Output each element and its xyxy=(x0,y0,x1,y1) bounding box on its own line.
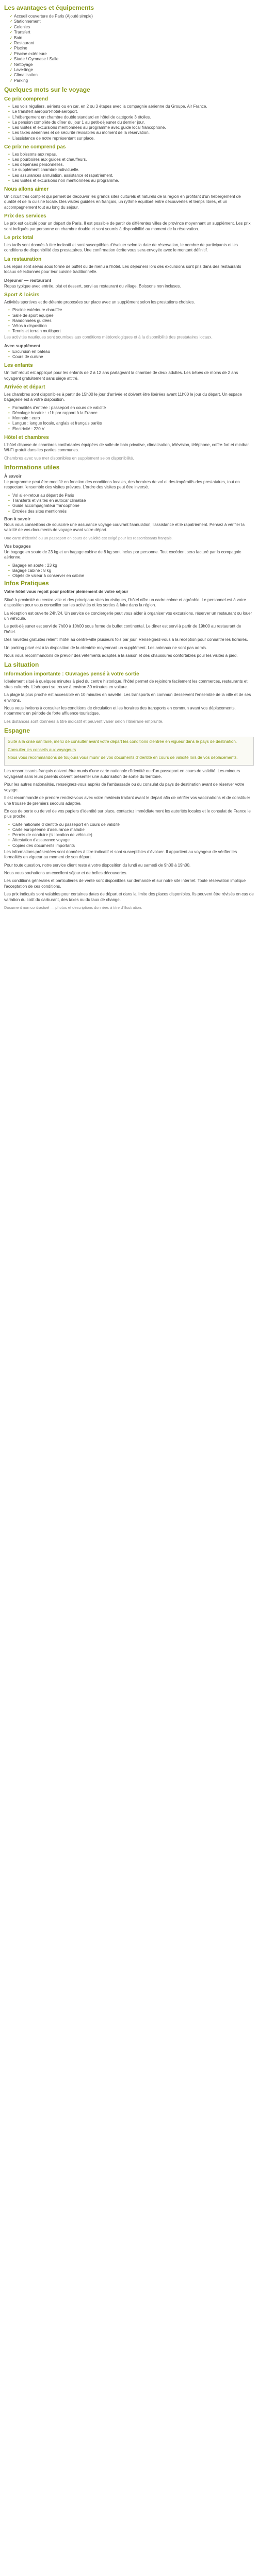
include-item: • La pension complète du dîner du jour 1 au petit-déjeuner du dernier jour. xyxy=(8,120,254,125)
check-icon: ✓ xyxy=(9,73,13,78)
formalities-p3: Il est recommandé de prendre rendez-vous avec votre médecin traitant avant le départ afin de vérifier vos vaccinations et de constituer une trousse de premiers secours adaptée. xyxy=(4,795,250,806)
dining-title: La restauration xyxy=(4,256,42,262)
rooms-note: Chambres avec vue mer disponibles en supplément selon disponibilité. xyxy=(4,455,134,461)
practical-info-p4: Des navettes gratuites relient l'hôtel au centre-ville plusieurs fois par jour. Renseignez-vous à la réception pour connaître les horaires. xyxy=(4,637,248,642)
pricing-title: Prix des services xyxy=(4,213,46,219)
formalities-p8: Les conditions générales et particulières de vente sont disponibles sur demande et sur notre site internet. Toute réservation implique l'acceptation de ces conditions. xyxy=(4,878,246,889)
include-item: • Les visites et excursions mentionnées au programme avec guide local francophone. xyxy=(8,125,254,130)
arrival-item: • Électricité : 220 V xyxy=(8,427,254,432)
formalities-p5: Les informations présentées sont données à titre indicatif et sont susceptibles d'évoluer. Il appartient au voyageur de vérifier les formalités en vigueur au moment de son départ. xyxy=(4,849,237,860)
amenity-item: ✓ Climatisation xyxy=(9,73,38,78)
notes-luggage-list xyxy=(4,563,254,579)
pricing-text: Le prix est calculé pour un départ de Paris. Il est possible de partir de différentes villes de province moyennant un supplément. Les prix sont indiqués par personne en chambre double et sont soumis à disponibilité au moment de la réservation. xyxy=(4,221,251,231)
notes-know-text: Le programme peut être modifié en fonction des conditions locales, des horaires de vol et des impératifs des prestataires, tout en respectant l'ensemble des visites prévues. L'ordre des visites peut être inversé. xyxy=(4,480,240,490)
includes-title: Ce prix comprend xyxy=(4,96,49,103)
document-item: • Permis de conduire (si location de véhicule) xyxy=(8,833,254,838)
children-title: Les enfants xyxy=(4,363,33,369)
practical-info-p6: Nous vous recommandons de prévoir des vêtements adaptés à la saison et des chaussures confortables pour les visites à pied. xyxy=(4,653,238,658)
document-item: • Carte nationale d'identité ou passeport en cours de validité xyxy=(8,822,254,827)
check-icon: ✓ xyxy=(9,57,13,62)
practical-info-title: Infos Pratiques xyxy=(4,580,49,587)
notes-luggage-title: Vos bagages xyxy=(4,543,31,549)
formalities-p2: Pour les autres nationalités, renseignez-vous auprès de l'ambassade ou du consulat du pays de destination avant de réserver votre voyage. xyxy=(4,782,245,792)
trip-summary-title: Quelques mots sur le voyage xyxy=(4,86,90,94)
highlights-title: Nous allons aimer xyxy=(4,186,49,192)
sport-extra-item: • Excursion en bateau xyxy=(8,349,254,354)
amenity-item: ✓ Stade / Gymnase / Salle xyxy=(9,57,59,62)
amenity-item: ✓ Stationnement xyxy=(9,19,41,24)
sport-extra-title: Avec supplément xyxy=(4,343,41,348)
sport-extra-list xyxy=(4,349,254,360)
formalities-section xyxy=(4,727,254,910)
include-item: • Le transfert aéroport-hôtel-aéroport. xyxy=(8,109,254,114)
exclude-item: • Les boissons aux repas. xyxy=(8,152,254,157)
document-item: • Attestation d'assurance voyage xyxy=(8,838,254,843)
sport-item: • Piscine extérieure chauffée xyxy=(8,308,254,313)
health-alert-text: Suite à la crise sanitaire, merci de consulter avant votre départ les conditions d'entrée en vigueur dans le pays de destination. xyxy=(8,739,237,744)
sport-item: • Salle de sport équipée xyxy=(8,313,254,318)
notes-know-item: • Guide accompagnateur francophone xyxy=(8,503,254,509)
notes-tip-small: Une carte d'identité ou un passeport en cours de validité est exigé pour les ressortissants français. xyxy=(4,535,173,540)
document-item: • Carte européenne d'assurance maladie xyxy=(8,827,254,833)
check-icon: ✓ xyxy=(9,51,13,56)
notes-know-list xyxy=(4,493,254,514)
sport-text: Activités sportives et de détente proposées sur place avec un supplément selon les prestations choisies. xyxy=(4,299,195,304)
check-icon: ✓ xyxy=(9,35,13,40)
practical-info-subtitle: Votre hôtel vous reçoit pour profiter pleinement de votre séjour xyxy=(4,589,128,595)
highlights-text: Un circuit très complet qui permet de découvrir les grands sites culturels et naturels de la région en profitant d'un hébergement de qualité et de la cuisine locale. Des visites guidées en français, un rythme équilibré entre découvertes et temps libres, et un accompagnement tout au long du séjour. xyxy=(4,194,241,210)
formalities-p6: Pour toute question, notre service client reste à votre disposition du lundi au samedi de 9h00 à 19h00. xyxy=(4,862,191,868)
amenity-item: ✓ Nettoyage xyxy=(9,62,33,67)
check-icon: ✓ xyxy=(9,62,13,67)
exclude-item: • Le supplément chambre individuelle. xyxy=(8,167,254,173)
formalities-p1: Les ressortissants français doivent être munis d'une carte nationale d'identité ou d'un passeport en cours de validité. Les mineurs voyageant sans leurs parents doivent présenter une autorisation de sortie du territoire. xyxy=(4,769,240,779)
formalities-p9: Les prix indiqués sont valables pour certaines dates de départ et dans la limite des places disponibles. Ils peuvent être révisés en cas de variation du coût du carburant, des taxes ou du taux de change. xyxy=(4,892,254,902)
check-icon: ✓ xyxy=(9,41,13,46)
sport-item: • Randonnées guidées xyxy=(8,318,254,324)
check-icon: ✓ xyxy=(9,14,13,19)
notes-know-title: À savoir xyxy=(4,473,22,479)
exclude-item: • Les dépenses personnelles. xyxy=(8,162,254,167)
lunch-text: Repas typique avec entrée, plat et dessert, servi au restaurant du village. Boissons non incluses. xyxy=(4,283,181,289)
sport-item: • Tennis et terrain multisport xyxy=(8,329,254,334)
sport-extra-item: • Cours de cuisine xyxy=(8,354,254,360)
health-alert-box xyxy=(4,737,254,766)
include-item: • Les vols réguliers, aériens ou en car, en 2 ou 3 étapes avec la compagnie aérienne du Groupe, Air France. xyxy=(8,104,254,109)
formalities-p7: Nous vous souhaitons un excellent séjour et de belles découvertes. xyxy=(4,870,127,875)
id-reminder-text: Nous vous recommandons de toujours vous munir de vos documents d'identité en cours de validité lors de vos déplacements. xyxy=(8,755,238,760)
rooms-title: Hôtel et chambres xyxy=(4,434,49,440)
location-p1: Idéalement situé à quelques minutes à pied du centre historique, l'hôtel permet de rejoindre facilement les commerces, restaurants et sites culturels. L'aéroport se trouve à environ 30 minutes en voiture. xyxy=(4,679,248,689)
check-icon: ✓ xyxy=(9,19,13,24)
practical-info-p1: Situé à proximité du centre-ville et des principaux sites touristiques, l'hôtel offre un cadre calme et agréable. Le personnel est à votre disposition pour vous conseiller sur les activités et les sorties à faire dans la région. xyxy=(4,597,246,608)
amenity-item: ✓ Restaurant xyxy=(9,41,35,46)
location-p2: La plage la plus proche est accessible en 10 minutes en navette. Les transports en commun desservent l'ensemble de la ville et de ses environs. xyxy=(4,692,251,703)
arrival-list xyxy=(4,405,254,432)
check-icon: ✓ xyxy=(9,46,13,51)
amenity-item: ✓ Piscine extérieure xyxy=(9,51,47,56)
arrival-text: Les chambres sont disponibles à partir de 15h00 le jour d'arrivée et doivent être libérées avant 11h00 le jour du départ. Un espace bagagerie est à votre disposition. xyxy=(4,392,242,402)
dining-text: Les repas sont servis sous forme de buffet ou de menu à l'hôtel. Les déjeuners lors des excursions sont pris dans des restaurants locaux sélectionnés pour leur cuisine traditionnelle. xyxy=(4,264,241,275)
formalities-p4: En cas de perte ou de vol de vos papiers d'identité sur place, contactez immédiatement les autorités locales et le consulat de France le plus proche. xyxy=(4,808,251,819)
notes-luggage-item: • Bagage en soute : 23 kg xyxy=(8,563,254,568)
arrival-item: • Décalage horaire : +1h par rapport à la France xyxy=(8,411,254,416)
notes-title: Informations utiles xyxy=(4,464,60,471)
check-icon: ✓ xyxy=(9,24,13,29)
practical-info-p5: Un parking privé est à la disposition de la clientèle moyennant un supplément. Les animaux ne sont pas admis. xyxy=(4,645,207,650)
sport-list xyxy=(4,308,254,334)
excludes-title: Ce prix ne comprend pas xyxy=(4,144,66,150)
include-item: • L'hébergement en chambre double standard en hôtel de catégorie 3 étoiles. xyxy=(8,115,254,120)
sport-item: • Vélos à disposition xyxy=(8,324,254,329)
details-section xyxy=(4,235,254,461)
sport-title: Sport & loisirs xyxy=(4,292,40,298)
notes-luggage-item: • Objets de valeur à conserver en cabine xyxy=(8,573,254,579)
total-price-text: Les tarifs sont donnés à titre indicatif et sont susceptibles d'évoluer selon la date de réservation, le nombre de participants et les conditions de disponibilité des prestataires. Une confirmation écrite vous sera envoyée avec le montant définitif. xyxy=(4,242,238,253)
children-text: Un tarif réduit est appliqué pour les enfants de 2 à 12 ans partageant la chambre de deux adultes. Les bébés de moins de 2 ans voyagent gratuitement sans siège attitré. xyxy=(4,370,238,381)
location-subtitle: Information importante : Ouvrages pensé à votre sortie xyxy=(4,671,139,677)
notes-luggage-item: • Bagage cabine : 8 kg xyxy=(8,568,254,573)
notes-section xyxy=(4,464,254,579)
lunch-title: Déjeuner — restaurant xyxy=(4,277,52,283)
documents-list xyxy=(4,822,254,849)
exclude-item: • Les visites et excursions non mentionnées au programme. xyxy=(8,178,254,183)
arrival-title: Arrivée et départ xyxy=(4,384,45,391)
practical-info-section xyxy=(4,580,254,658)
amenity-item: ✓ Bain xyxy=(9,35,23,40)
check-icon: ✓ xyxy=(9,30,13,35)
amenities-list xyxy=(4,14,254,83)
notes-tip-text: Nous vous conseillons de souscrire une assurance voyage couvrant l'annulation, l'assistance et le rapatriement. Pensez à vérifier la validité de vos documents de voyage avant votre départ. xyxy=(4,522,245,533)
document-item: • Copies des documents importants xyxy=(8,843,254,849)
exclude-item: • Les assurances annulation, assistance et rapatriement. xyxy=(8,173,254,178)
check-icon: ✓ xyxy=(9,67,13,73)
notes-know-item: • Vol aller-retour au départ de Paris xyxy=(8,493,254,498)
notes-tip-title: Bon à savoir xyxy=(4,516,31,521)
arrival-item: • Langue : langue locale, anglais et français parlés xyxy=(8,421,254,426)
travel-advice-link[interactable]: Consulter les conseils aux voyageurs xyxy=(8,747,76,752)
include-item: • Les taxes aériennes et de sécurité révisables au moment de la réservation. xyxy=(8,130,254,135)
arrival-item: • Monnaie : euro xyxy=(8,416,254,421)
location-section xyxy=(4,661,254,724)
notes-luggage-text: Un bagage en soute de 23 kg et un bagage cabine de 8 kg sont inclus par personne. Tout excédent sera facturé par la compagnie aérienne. xyxy=(4,549,241,560)
amenities-section xyxy=(4,4,254,83)
amenity-item: ✓ Accueil couverture de Paris (Ajouté simple) xyxy=(9,14,93,19)
amenity-item: ✓ Parking xyxy=(9,78,28,83)
notes-know-item: • Entrées des sites mentionnés xyxy=(8,509,254,514)
document xyxy=(0,0,258,915)
amenities-title: Les avantages et équipements xyxy=(4,4,94,11)
excludes-list xyxy=(4,152,254,183)
practical-info-p2: La réception est ouverte 24h/24. Un service de conciergerie peut vous aider à organiser vos excursions, réserver un restaurant ou louer un véhicule. xyxy=(4,611,252,621)
sport-note: Les activités nautiques sont soumises aux conditions météorologiques et à la disponibilité des prestataires locaux. xyxy=(4,335,213,340)
total-price-title: Le prix total xyxy=(4,234,34,241)
rooms-text: L'hôtel dispose de chambres confortables équipées de salle de bain privative, climatisation, télévision, téléphone, coffre-fort et minibar. Wi-Fi gratuit dans les parties communes. xyxy=(4,442,250,453)
notes-know-item: • Transferts et visites en autocar climatisé xyxy=(8,498,254,503)
check-icon: ✓ xyxy=(9,78,13,83)
amenity-item: ✓ Transfert xyxy=(9,30,30,35)
amenity-item: ✓ Lave-linge xyxy=(9,67,33,73)
include-item: • L'assistance de notre représentant sur place. xyxy=(8,136,254,141)
exclude-item: • Les pourboires aux guides et chauffeurs. xyxy=(8,157,254,162)
location-p3: Nous vous invitons à consulter les conditions de circulation et les horaires des transports en commun avant vos déplacements, notamment en période de forte affluence touristique. xyxy=(4,706,236,716)
arrival-item: • Formalités d'entrée : passeport en cours de validité xyxy=(8,405,254,411)
practical-info-p3: Le petit-déjeuner est servi de 7h00 à 10h00 sous forme de buffet continental. Le dîner est servi à partir de 19h00 au restaurant de l'hôtel. xyxy=(4,624,241,634)
includes-list xyxy=(4,104,254,141)
formalities-p10: Document non contractuel — photos et descriptions données à titre d'illustration. xyxy=(4,905,142,910)
trip-summary-section xyxy=(4,86,254,232)
location-p4: Les distances sont données à titre indicatif et peuvent varier selon l'itinéraire emprunté. xyxy=(4,719,164,724)
formalities-title: Espagne xyxy=(4,727,30,735)
amenity-item: ✓ Piscine xyxy=(9,46,27,51)
amenity-item: ✓ Colonies xyxy=(9,24,30,29)
location-title: La situation xyxy=(4,661,39,669)
